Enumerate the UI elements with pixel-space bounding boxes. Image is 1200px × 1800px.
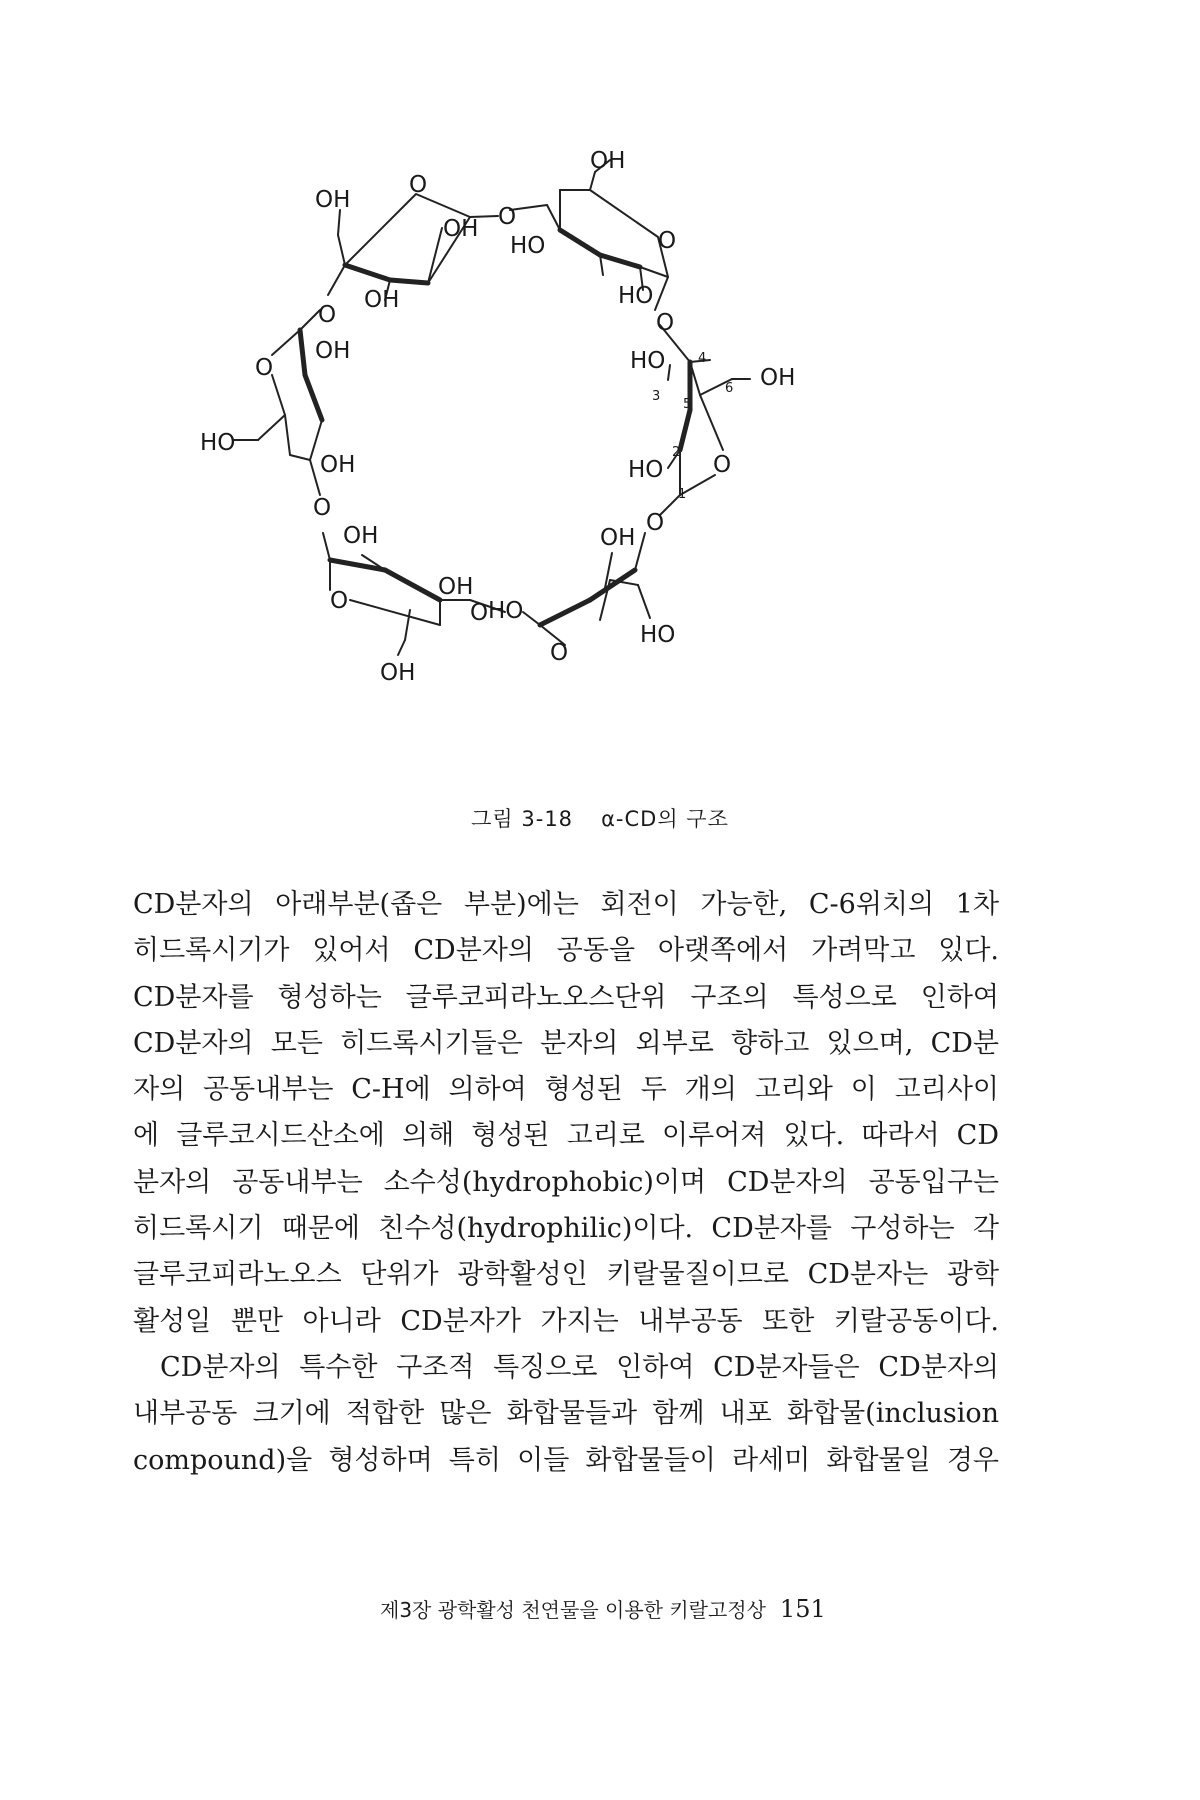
position-number-1: 1 [678, 487, 687, 502]
text-line: CD분자의 모든 히드록시기들은 분자의 외부로 향하고 있으며, CD분 [133, 1027, 999, 1059]
atom-ho-left: HO [200, 430, 236, 456]
position-number-5: 5 [683, 397, 692, 412]
atom-oh-bottom: OH [380, 660, 416, 686]
text-line: 분자의 공동내부는 소수성(hydrophobic)이며 CD분자의 공동입구는 [133, 1166, 999, 1198]
atom-o-bridge-bottom: O [470, 600, 489, 626]
text-line: 글루코피라노오스 단위가 광학활성인 키랄물질이므로 CD분자는 광학 [133, 1259, 999, 1291]
text-line: CD분자의 특수한 구조적 특징으로 인하여 CD분자들은 CD분자의 [160, 1351, 999, 1383]
glucose-ring-1 [328, 194, 498, 300]
atom-oh-bottom-left-mid: OH [438, 574, 474, 600]
text-line: CD분자를 형성하는 글루코피라노오스단위 구조의 특성으로 인하여 [133, 981, 999, 1013]
atom-oh-top-right: OH [590, 150, 626, 174]
atom-o-bridge-left-top: O [318, 302, 337, 328]
atom-o-ring2: O [658, 228, 677, 254]
text-line: 에 글루코시드산소에 의해 형성된 고리로 이루어져 있다. 따라서 CD [133, 1120, 999, 1152]
body-text [133, 882, 999, 1484]
page-footer [380, 1594, 980, 1623]
text-line: 히드록시기 때문에 친수성(hydrophilic)이다. CD분자를 구성하는 각 [133, 1213, 999, 1245]
glucose-ring-5 [323, 533, 505, 655]
atom-ho-ring2-lower: HO [618, 283, 654, 309]
atom-oh-top-left: OH [315, 187, 351, 213]
atom-ho-right-lower: HO [628, 457, 664, 483]
alpha-cyclodextrin-structure-figure [180, 150, 1020, 800]
position-number-2: 2 [672, 445, 681, 460]
text-line: 자의 공동내부는 C-H에 의하여 형성된 두 개의 고리와 이 고리사이 [133, 1074, 999, 1106]
atom-o-ring6: O [255, 355, 274, 381]
caption-label: 그림 3-18 [471, 807, 574, 831]
text-line: 히드록시기가 있어서 CD분자의 공동을 아랫쪽에서 가려막고 있다. [133, 935, 999, 967]
atom-oh-ring1-inner: OH [443, 216, 479, 242]
molecule-diagram [180, 150, 1020, 800]
atom-ho-ring2-inner: HO [510, 233, 546, 259]
atom-o-ring5: O [330, 588, 349, 614]
text-line: compound)을 형성하며 특히 이들 화합물들이 라세미 화합물일 경우 [133, 1444, 999, 1476]
atom-o-ring1: O [409, 172, 428, 198]
atom-o-ring3: O [713, 452, 732, 478]
atom-oh-left-lower: OH [320, 452, 356, 478]
atom-oh-ring1-lower: OH [364, 287, 400, 313]
page-number: 151 [779, 1595, 826, 1623]
atom-oh-bottom-left-upper: OH [343, 523, 379, 549]
atom-o-ring4: O [550, 640, 569, 666]
position-number-6: 6 [725, 381, 734, 396]
atom-o-bridge-left-bottom: O [313, 495, 332, 521]
text-line: CD분자의 아래부분(좁은 부분)에는 회전이 가능한, C-6위치의 1차 [133, 889, 999, 920]
atom-o-bridge-top: O [498, 204, 517, 230]
atom-o-bridge-right-bottom: O [646, 510, 665, 536]
atom-ho-right-upper: HO [630, 348, 666, 374]
position-number-3: 3 [652, 389, 661, 404]
caption-text: α-CD의 구조 [601, 807, 729, 831]
atom-oh-left-upper: OH [315, 338, 351, 364]
chapter-title: 제3장 광학활성 천연물을 이용한 키랄고정상 [380, 1598, 766, 1622]
atom-oh-right-side: OH [760, 365, 796, 391]
glucose-ring-6 [233, 310, 322, 495]
text-line: 활성일 뿐만 아니라 CD분자가 가지는 내부공동 또한 키랄공동이다. [133, 1305, 999, 1337]
text-line: 내부공동 크기에 적합한 많은 화합물들과 함께 내포 화합물(inclusion [133, 1398, 999, 1430]
atom-oh-bottom-right-upper: OH [600, 525, 636, 551]
position-number-4: 4 [698, 351, 707, 366]
atom-ho-bottom-right-mid: HO [488, 598, 524, 624]
atom-o-bridge-right-top: O [656, 310, 675, 336]
figure-caption [0, 803, 1200, 833]
atom-ho-bottom-right: HO [640, 622, 676, 648]
